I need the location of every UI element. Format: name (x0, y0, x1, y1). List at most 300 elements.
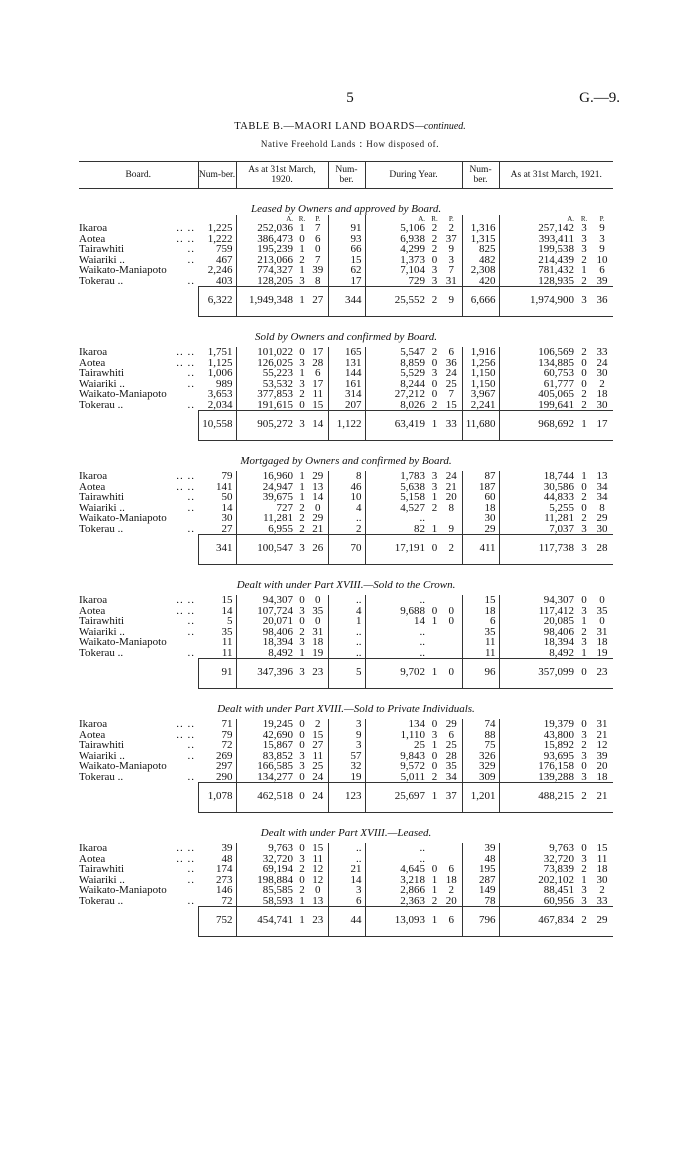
table-row (79, 368, 613, 379)
roods-1920: 3 (299, 760, 305, 772)
perches-1921: 11 (596, 852, 608, 865)
total-acres-1920: 1,949,348 (236, 287, 296, 317)
table-row (79, 843, 613, 854)
total-roods-year: 1 (428, 907, 441, 937)
acres-1920: 727 (276, 501, 293, 514)
acres-1921: 44,833 (543, 491, 575, 503)
perches-1920: 24 (308, 772, 328, 783)
perches-1920: 29 (308, 513, 328, 524)
total-number-1921: 11,680 (462, 411, 499, 441)
roods-1920: 0 (299, 842, 305, 854)
number-year: .. (328, 627, 365, 638)
perches-1921: 13 (596, 470, 608, 482)
roods-1921: 1 (581, 470, 587, 482)
perches-year: 6 (441, 730, 462, 741)
header-as-at-1921: As at 31st March, 1921. (499, 162, 613, 189)
acres-1921: 199,641 (538, 398, 575, 411)
total-perches-year: 0 (441, 659, 462, 689)
leader-dots: .. .. (176, 232, 195, 245)
section-heading-row (79, 813, 613, 840)
acres-1920: 101,022 (257, 346, 293, 358)
roods-year (428, 627, 441, 638)
perches-year: 8 (441, 503, 462, 514)
board-cell (79, 772, 198, 783)
acres-1920: 24,947 (262, 480, 293, 493)
roods-year (428, 648, 441, 659)
perches-year: 25 (441, 379, 462, 390)
roods-1921: 3 (581, 884, 587, 896)
acres-1920: 107,724 (257, 604, 293, 617)
header-number-1920: Num-ber. (198, 162, 236, 189)
section-title: Sold by Owners and confirmed by Board. (255, 331, 438, 343)
total-number-1921: 796 (462, 907, 499, 937)
acres-1921: 61,777 (543, 377, 575, 390)
number-1920: 11 (198, 637, 236, 648)
roods-1921: 0 (581, 842, 587, 854)
number-year: 165 (328, 347, 365, 358)
roods-year (428, 595, 441, 606)
roods-1920: 3 (299, 636, 305, 648)
total-acres-year: 63,419 (365, 411, 428, 441)
land-boards-table (79, 161, 613, 937)
acres-year: 5,106 (400, 222, 425, 234)
section-title: Mortgaged by Owners and confirmed by Board. (240, 455, 452, 467)
number-1920: 3,653 (198, 389, 236, 400)
section-title: Dealt with under Part XVIII.—Sold to Private Individuals. (217, 703, 475, 715)
roods-year: 2 (431, 243, 438, 255)
roods-1920: 3 (299, 377, 305, 390)
number-1921: 18 (462, 606, 499, 617)
number-1920: 30 (198, 513, 236, 524)
table-row (79, 265, 613, 276)
acres-1920: 98,406 (262, 625, 293, 638)
total-roods-1921: 2 (577, 783, 591, 813)
perches-1920: 31 (308, 627, 328, 638)
perches-1921: 8 (599, 501, 605, 514)
acres-year: .. (419, 594, 425, 606)
roods-year: 2 (431, 770, 438, 783)
table-row (79, 616, 613, 627)
perches-1921: 20 (596, 760, 608, 772)
number-year: 131 (328, 358, 365, 369)
roods-1921: 2 (581, 274, 587, 287)
total-roods-1921: 0 (577, 659, 591, 689)
acres-year: 9,843 (400, 749, 425, 762)
acres-year: .. (419, 625, 425, 638)
board-name: Tairawhiti (79, 243, 125, 255)
roods-1920: 0 (299, 398, 305, 411)
perches-year: 2 (441, 223, 462, 234)
total-roods-1920: 3 (296, 535, 308, 565)
number-1921: 149 (462, 885, 499, 896)
leader-dots: .. .. (176, 842, 195, 854)
acres-year: 8,026 (400, 398, 425, 411)
table-row (79, 244, 613, 255)
board-name: Ikaroa (79, 842, 108, 854)
number-1920: 11 (198, 648, 236, 659)
table-row (79, 648, 613, 659)
perches-1921: 2 (599, 884, 605, 896)
perches-1920: 21 (308, 524, 328, 535)
number-1921: 187 (462, 482, 499, 493)
acres-1920: 198,884 (257, 873, 293, 886)
acres-1921: 393,411 (538, 232, 575, 245)
table-row (79, 513, 613, 524)
perches-year: 37 (441, 234, 462, 245)
number-1920: 297 (198, 761, 236, 772)
perches-1921: 30 (596, 367, 608, 379)
roods-1920: 2 (299, 501, 305, 514)
roods-1921: 3 (581, 232, 587, 245)
total-roods-year: 1 (428, 411, 441, 441)
number-year: 8 (328, 471, 365, 482)
total-roods-1921: 2 (577, 907, 591, 937)
subtitle-right: How disposed of. (366, 139, 440, 149)
perches-1921: 30 (596, 522, 608, 535)
acres-1920: 128,205 (257, 274, 293, 287)
roods-1921: 0 (581, 367, 587, 379)
total-perches-year: 2 (441, 535, 462, 565)
acres-1921: 106,569 (538, 346, 575, 358)
unit-roods: R. (431, 215, 438, 223)
number-1920: 989 (198, 379, 236, 390)
roods-1920: 1 (299, 367, 305, 379)
total-number-1921: 6,666 (462, 287, 499, 317)
board-name: Ikaroa (79, 222, 108, 234)
total-perches-year: 37 (441, 783, 462, 813)
board-name: Waiariki .. (79, 501, 125, 514)
perches-1920: 7 (308, 223, 328, 234)
header-number-year: Num-ber. (328, 162, 365, 189)
acres-1921: 9,763 (549, 842, 575, 854)
leader-dots: .. (187, 491, 195, 503)
acres-year: 3,218 (400, 873, 425, 886)
number-1920: 290 (198, 772, 236, 783)
perches-1920: 0 (308, 885, 328, 896)
number-1921: 309 (462, 772, 499, 783)
acres-year: 82 (414, 522, 425, 535)
number-year: 19 (328, 772, 365, 783)
acres-1921: 43,800 (543, 728, 575, 741)
roods-year (428, 513, 441, 524)
roods-year: 2 (431, 398, 438, 411)
perches-year: 6 (441, 347, 462, 358)
perches-year: 35 (441, 761, 462, 772)
perches-year: 9 (441, 524, 462, 535)
table-row (79, 864, 613, 875)
total-number-1920: 91 (198, 659, 236, 689)
total-acres-1921: 357,099 (499, 659, 577, 689)
number-year: 161 (328, 379, 365, 390)
roods-1920: 2 (299, 863, 305, 875)
number-1920: 14 (198, 503, 236, 514)
perches-1921: 31 (596, 625, 608, 638)
total-acres-year: 25,552 (365, 287, 428, 317)
roods-1921: 0 (581, 501, 587, 514)
perches-1920: 19 (308, 648, 328, 659)
roods-year: 1 (431, 884, 438, 896)
perches-1921: 9 (599, 243, 605, 255)
roods-1921: 3 (581, 894, 587, 907)
board-name: Tairawhiti (79, 491, 125, 503)
acres-1920: 213,066 (257, 253, 293, 266)
leader-dots: .. .. (176, 346, 195, 358)
table-row (79, 772, 613, 783)
perches-1920: 18 (308, 637, 328, 648)
header-board: Board. (79, 162, 198, 189)
table-row (79, 471, 613, 482)
number-1920: 141 (198, 482, 236, 493)
number-1920: 1,006 (198, 368, 236, 379)
roods-1921: 1 (581, 264, 587, 276)
roods-1921: 2 (581, 739, 587, 751)
total-number-year: 5 (328, 659, 365, 689)
board-name: Waikato-Maniapoto (79, 760, 167, 772)
acres-1921: 88,451 (543, 884, 575, 896)
leader-dots: .. .. (176, 480, 195, 493)
acres-year: 1,110 (400, 728, 425, 741)
number-1921: 48 (462, 854, 499, 865)
roods-year: 0 (431, 377, 438, 390)
acres-year: 25 (414, 739, 425, 751)
perches-year: 6 (441, 864, 462, 875)
leader-dots: .. (187, 625, 195, 638)
perches-1920: 14 (308, 492, 328, 503)
total-perches-year: 9 (441, 287, 462, 317)
perches-year: 15 (441, 400, 462, 411)
leader-dots: .. (187, 615, 195, 627)
total-roods-1920: 3 (296, 659, 308, 689)
section-heading-row (79, 317, 613, 344)
number-year: 3 (328, 885, 365, 896)
roods-1920: 1 (299, 264, 305, 276)
perches-1921: 35 (596, 604, 608, 617)
leader-dots: .. (187, 243, 195, 255)
roods-year: 0 (431, 253, 438, 266)
board-name: Tairawhiti (79, 367, 125, 379)
total-number-year: 70 (328, 535, 365, 565)
roods-1920: 0 (299, 594, 305, 606)
acres-year: 14 (414, 615, 425, 627)
roods-1920: 0 (299, 728, 305, 741)
number-1921: 78 (462, 896, 499, 907)
leader-dots: .. .. (176, 852, 195, 865)
acres-year: 1,373 (400, 253, 425, 266)
roods-1920: 3 (299, 604, 305, 617)
total-roods-1920: 1 (296, 907, 308, 937)
total-perches-year: 6 (441, 907, 462, 937)
number-1921: 1,150 (462, 368, 499, 379)
perches-year: 3 (441, 255, 462, 266)
roods-1921: 3 (581, 852, 587, 865)
number-1920: 174 (198, 864, 236, 875)
number-year: 1 (328, 616, 365, 627)
roods-1920: 2 (299, 512, 305, 524)
number-1921: 1,916 (462, 347, 499, 358)
perches-year (441, 843, 462, 854)
number-year: .. (328, 595, 365, 606)
total-label-spacer (79, 907, 198, 937)
table-row (79, 400, 613, 411)
acres-1920: 20,071 (262, 615, 293, 627)
acres-year: 4,645 (400, 863, 425, 875)
roods-year: 3 (431, 264, 438, 276)
total-roods-year: 1 (428, 783, 441, 813)
total-roods-1920: 0 (296, 783, 308, 813)
number-1921: 825 (462, 244, 499, 255)
perches-year (441, 627, 462, 638)
table-title-continued: —continued. (414, 121, 466, 132)
roods-year: 3 (431, 470, 438, 482)
acres-year: 9,688 (400, 604, 425, 617)
unit-perches: P. (599, 215, 605, 223)
number-1920: 79 (198, 471, 236, 482)
roods-year: 1 (431, 739, 438, 751)
table-row (79, 524, 613, 535)
number-year: .. (328, 854, 365, 865)
total-number-1920: 752 (198, 907, 236, 937)
acres-1921: 20,085 (543, 615, 575, 627)
roods-1920: 1 (299, 470, 305, 482)
number-year: 62 (328, 265, 365, 276)
number-year: 57 (328, 751, 365, 762)
board-name: Ikaroa (79, 346, 108, 358)
total-acres-1921: 117,738 (499, 535, 577, 565)
roods-1921: 0 (581, 377, 587, 390)
number-1920: 2,034 (198, 400, 236, 411)
perches-1920: 0 (308, 503, 328, 514)
header-number-1921: Num-ber. (462, 162, 499, 189)
page-reference: G.—9. (579, 90, 620, 106)
perches-year: 31 (441, 276, 462, 287)
number-1920: 467 (198, 255, 236, 266)
board-name: Waiariki .. (79, 253, 125, 266)
roods-1920: 0 (299, 770, 305, 783)
section-heading-row (79, 441, 613, 468)
perches-1920: 8 (308, 276, 328, 287)
acres-1921: 30,586 (543, 480, 575, 493)
leader-dots: .. .. (176, 718, 195, 730)
board-name: Waikato-Maniapoto (79, 512, 167, 524)
number-1921: 35 (462, 627, 499, 638)
table-row (79, 854, 613, 865)
roods-year: 1 (431, 522, 438, 535)
roods-1921: 3 (581, 222, 587, 234)
leader-dots: .. (187, 522, 195, 535)
perches-1920: 2 (308, 719, 328, 730)
total-roods-1920: 1 (296, 287, 308, 317)
total-perches-1920: 26 (308, 535, 328, 565)
total-perches-1920: 14 (308, 411, 328, 441)
roods-1921: 0 (581, 356, 587, 369)
roods-1921: 3 (581, 728, 587, 741)
acres-year: 2,866 (400, 884, 425, 896)
roods-1921: 1 (581, 873, 587, 886)
perches-1920: 6 (308, 234, 328, 245)
roods-1921: 2 (581, 346, 587, 358)
perches-1921: 18 (596, 770, 608, 783)
acres-1921: 15,892 (543, 739, 575, 751)
roods-year: 2 (431, 894, 438, 907)
perches-1921: 18 (596, 636, 608, 648)
board-cell (79, 276, 198, 287)
number-year: 3 (328, 740, 365, 751)
leader-dots: .. (187, 501, 195, 514)
perches-1920: 12 (308, 864, 328, 875)
leader-dots: .. (187, 253, 195, 266)
perches-1920: 27 (308, 740, 328, 751)
perches-1921: 9 (599, 222, 605, 234)
perches-1921: 31 (596, 718, 608, 730)
acres-year: 5,011 (400, 770, 425, 783)
table-row (79, 223, 613, 234)
unit-acres: A. (567, 215, 575, 223)
total-perches-1920: 23 (308, 907, 328, 937)
number-year: 15 (328, 255, 365, 266)
perches-1921: 19 (596, 646, 608, 659)
total-label-spacer (79, 287, 198, 317)
perches-year: 34 (441, 772, 462, 783)
roods-year: 0 (431, 604, 438, 617)
perches-1920: 0 (308, 595, 328, 606)
acres-1921: 199,538 (538, 243, 575, 255)
number-1920: 27 (198, 524, 236, 535)
perches-1921: 18 (596, 388, 608, 400)
number-year: 144 (328, 368, 365, 379)
leader-dots: .. .. (176, 604, 195, 617)
perches-year: 36 (441, 358, 462, 369)
number-1921: 1,150 (462, 379, 499, 390)
number-1920: 759 (198, 244, 236, 255)
acres-1921: 139,288 (538, 770, 575, 783)
total-acres-1921: 968,692 (499, 411, 577, 441)
number-1920: 403 (198, 276, 236, 287)
units-row (79, 215, 613, 223)
roods-1921: 0 (581, 594, 587, 606)
number-1920: 5 (198, 616, 236, 627)
number-1920: 273 (198, 875, 236, 886)
total-perches-1920: 27 (308, 287, 328, 317)
roods-1920: 1 (299, 491, 305, 503)
table-row (79, 885, 613, 896)
section-title: Dealt with under Part XVIII.—Leased. (260, 827, 432, 839)
roods-1921: 2 (581, 398, 587, 411)
board-cell (79, 648, 198, 659)
total-perches-1921: 17 (591, 411, 613, 441)
board-name: Aotea (79, 480, 106, 493)
leader-dots: .. (187, 739, 195, 751)
number-1921: 30 (462, 513, 499, 524)
total-acres-1921: 1,974,900 (499, 287, 577, 317)
perches-year: 21 (441, 482, 462, 493)
unit-roods: R. (580, 215, 588, 223)
acres-1921: 781,432 (538, 264, 575, 276)
number-1920: 72 (198, 896, 236, 907)
number-1921: 6 (462, 616, 499, 627)
perches-1921: 18 (596, 863, 608, 875)
number-1921: 287 (462, 875, 499, 886)
total-acres-year: 9,702 (365, 659, 428, 689)
total-number-1921: 411 (462, 535, 499, 565)
total-roods-1921: 3 (577, 287, 591, 317)
table-row (79, 730, 613, 741)
roods-1921: 2 (581, 253, 587, 266)
number-1921: 2,308 (462, 265, 499, 276)
table-row (79, 761, 613, 772)
acres-1920: 83,852 (262, 749, 293, 762)
perches-1921: 15 (596, 842, 608, 854)
total-roods-1920: 3 (296, 411, 308, 441)
